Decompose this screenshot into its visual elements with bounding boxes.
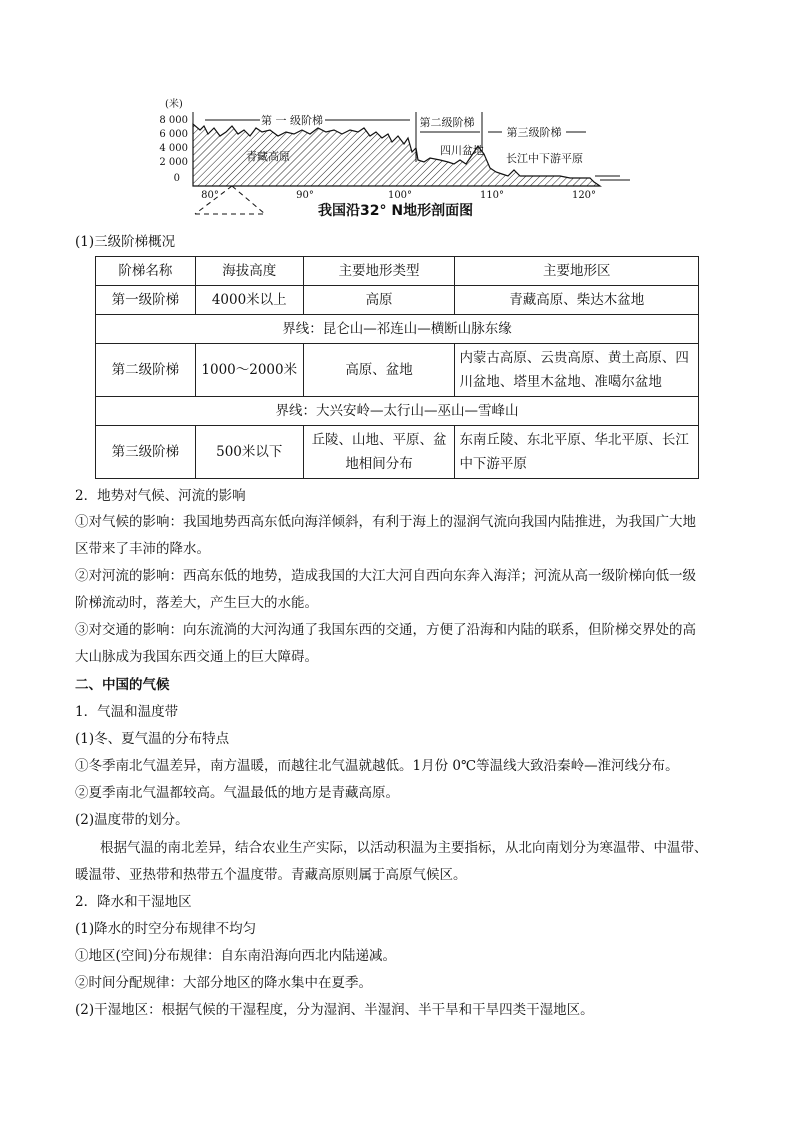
table-row xyxy=(96,344,699,397)
paragraph-line: 区带来了丰沛的降水。 xyxy=(75,541,210,557)
paragraph-line: ②对河流的影响：西高东低的地势，造成我国的大江大河自西向东奔入海洋；河流从高一级阶梯向低一级 xyxy=(75,568,696,584)
table-row xyxy=(96,426,699,479)
paragraph-line: ①对气候的影响：我国地势西高东低向海洋倾斜，有利于海上的湿润气流向我国内陆推进，为我国广大地 xyxy=(75,514,696,530)
section-title-steps: (1)三级阶梯概况 xyxy=(75,234,176,250)
table-header-cell: 阶梯名称 xyxy=(96,257,196,286)
paragraph-line: 暖温带、亚热带和热带五个温度带。青藏高原则属于高原气候区。 xyxy=(75,867,467,883)
paragraph-line: 大山脉成为我国东西交通上的巨大障碍。 xyxy=(75,649,318,665)
paragraph-line: ①地区(空间)分布规律：自东南沿海向西北内陆递减。 xyxy=(75,948,397,964)
table-cell: 第二级阶梯 xyxy=(96,344,196,397)
y-tick-label: 8 000 xyxy=(159,115,188,126)
table-cell: 4000米以上 xyxy=(195,286,303,315)
x-tick-label: 90° xyxy=(296,190,314,201)
steps-table xyxy=(95,256,699,479)
table-boundary-row xyxy=(96,397,699,426)
section-heading-climate: 二、中国的气候 xyxy=(75,677,170,693)
y-tick-label: 2 000 xyxy=(159,157,188,168)
table-row xyxy=(96,286,699,315)
table-cell: 高原、盆地 xyxy=(303,344,455,397)
step3-label: 第三级阶梯 xyxy=(506,126,562,139)
y-unit-label: (米) xyxy=(165,99,183,110)
table-header-row xyxy=(96,257,699,286)
subheading: 1．气温和温度带 xyxy=(75,704,179,720)
paragraph-line: ②时间分配规律：大部分地区的降水集中在夏季。 xyxy=(75,975,372,991)
table-cell: 青藏高原、柴达木盆地 xyxy=(455,286,699,315)
table-cell: 内蒙古高原、云贵高原、黄土高原、四川盆地、塔里木盆地、准噶尔盆地 xyxy=(455,344,699,397)
x-tick-label: 120° xyxy=(571,190,597,201)
paragraph-line: ③对交通的影响：向东流淌的大河沟通了我国东西的交通，方便了沿海和内陆的联系，但阶梯交界处的高 xyxy=(75,622,696,638)
table-cell: 东南丘陵、东北平原、华北平原、长江中下游平原 xyxy=(455,426,699,479)
table-header-cell: 主要地形类型 xyxy=(303,257,455,286)
x-tick-label: 80° xyxy=(201,190,219,201)
paragraph-line: 阶梯流动时，落差大，产生巨大的水能。 xyxy=(75,595,318,611)
x-tick-label: 100° xyxy=(387,190,413,201)
x-tick-label: 110° xyxy=(479,190,505,201)
heading-terrain-influence: 2．地势对气候、河流的影响 xyxy=(75,488,246,504)
figure-caption: 我国沿32° N地形剖面图 xyxy=(318,203,474,219)
table-cell: 第一级阶梯 xyxy=(96,286,196,315)
y-tick-label: 4 000 xyxy=(159,143,188,154)
table-cell: 高原 xyxy=(303,286,455,315)
qingzang-label: 青藏高原 xyxy=(246,150,290,163)
boundary-cell: 界线：昆仑山—祁连山—横断山脉东缘 xyxy=(96,315,699,344)
paragraph-line: ②夏季南北气温都较高。气温最低的地方是青藏高原。 xyxy=(75,785,399,801)
subheading: 2．降水和干湿地区 xyxy=(75,894,192,910)
changjiang-label: 长江中下游平原 xyxy=(506,152,583,165)
step1-label: 第 一 级阶梯 xyxy=(261,114,323,127)
paragraph-line: (2)干湿地区：根据气候的干湿程度，分为湿润、半湿润、半干旱和干旱四类干湿地区。 xyxy=(75,1002,594,1018)
table-boundary-row xyxy=(96,315,699,344)
table-cell: 丘陵、山地、平原、盆地相间分布 xyxy=(303,426,455,479)
paragraph-line: ①冬季南北气温差异，南方温暖，而越往北气温就越低。1月份 0℃等温线大致沿秦岭—淮河线分布。 xyxy=(75,758,679,774)
table-cell: 1000～2000米 xyxy=(195,344,303,397)
table-cell: 500米以下 xyxy=(195,426,303,479)
step2-label: 第二级阶梯 xyxy=(419,116,475,129)
table-cell: 第三级阶梯 xyxy=(96,426,196,479)
table-header-cell: 海拔高度 xyxy=(195,257,303,286)
sichuan-label: 四川盆地 xyxy=(440,144,484,157)
y-tick-label: 6 000 xyxy=(159,129,188,140)
subheading: (1)降水的时空分布规律不均匀 xyxy=(75,921,257,937)
boundary-cell: 界线：大兴安岭—太行山—巫山—雪峰山 xyxy=(96,397,699,426)
paragraph-line: 根据气温的南北差异，结合农业生产实际，以活动积温为主要指标，从北向南划分为寒温带、中温带、 xyxy=(100,840,708,856)
table-header-cell: 主要地形区 xyxy=(455,257,699,286)
subheading: (2)温度带的划分。 xyxy=(75,812,189,828)
subheading: (1)冬、夏气温的分布特点 xyxy=(75,731,230,747)
y-tick-label: 0 xyxy=(173,173,180,184)
